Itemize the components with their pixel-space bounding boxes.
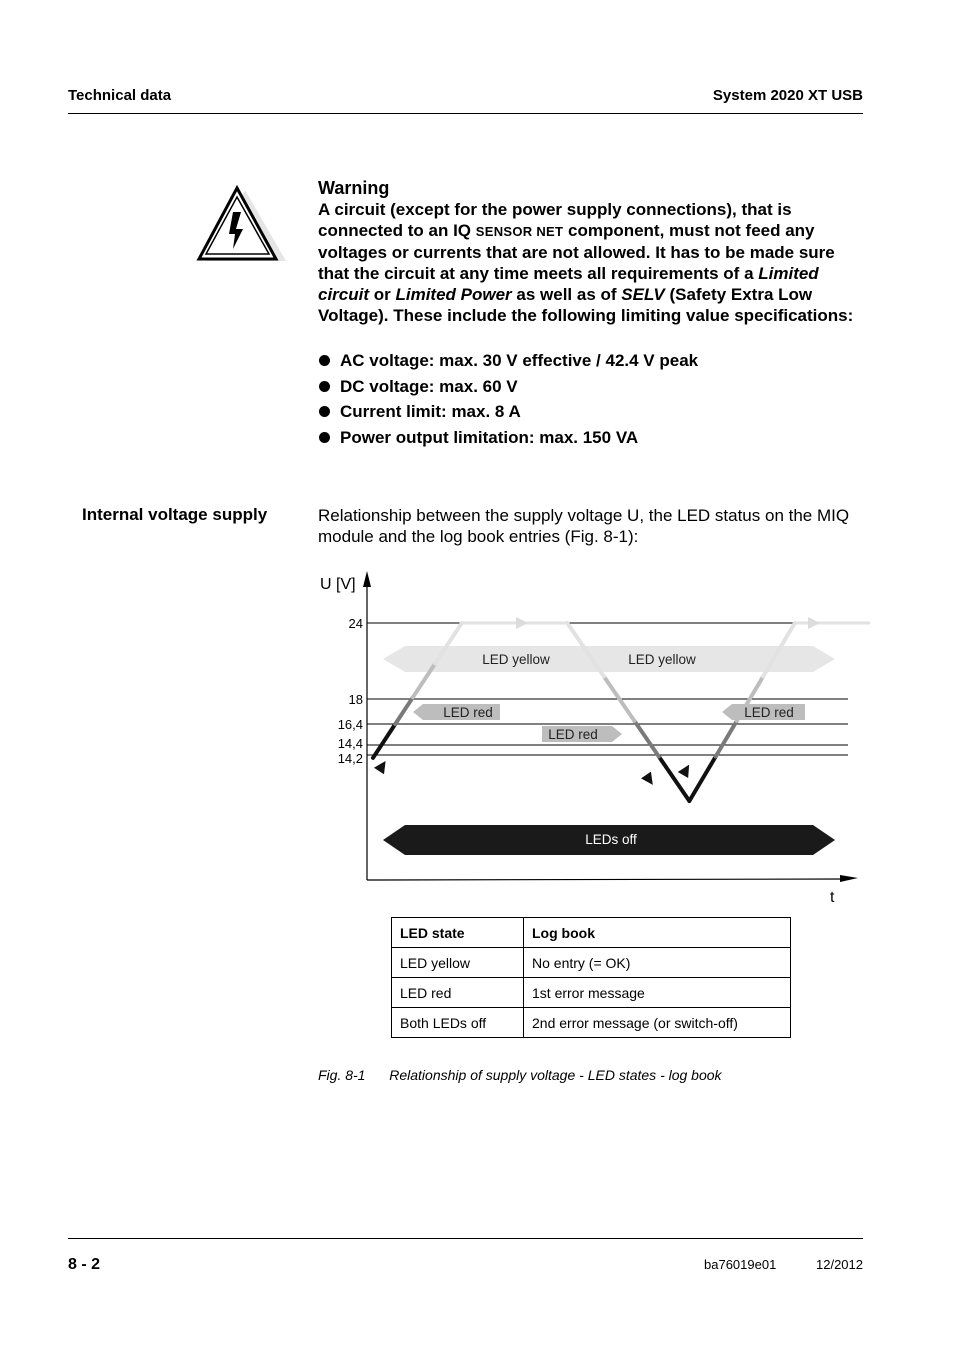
y-tick-label: 14,4 (337, 736, 363, 751)
table-cell: No entry (= OK) (524, 948, 791, 978)
y-tick-label: 18 (348, 692, 363, 707)
y-axis-label: U [V] (320, 576, 356, 593)
led-red-label: LED red (443, 705, 493, 720)
warning-text-2: component, must not feed any voltages or currents that are not allowed. It has to be made sure that the circuit at any time meets all requirements of a (318, 221, 835, 283)
led-red-label: LED red (744, 705, 794, 720)
y-tick-label: 24 (348, 616, 363, 631)
chart-svg (310, 565, 870, 905)
direction-arrowhead (641, 772, 658, 789)
bullet-text: Current limit: max. 8 A (340, 402, 521, 422)
warning-title: Warning (318, 178, 390, 198)
table-header-cell: LED state (392, 918, 524, 948)
table-header-row (392, 918, 791, 948)
led-red-label: LED red (548, 727, 598, 742)
figure-caption-text: Relationship of supply voltage - LED states - log book (389, 1067, 722, 1083)
leds-off-label: LEDs off (585, 832, 637, 847)
direction-arrowhead (374, 758, 391, 775)
y-tick-label: 14,2 (337, 751, 363, 766)
term-limited-circuit: Limited circuit (318, 264, 819, 304)
bullet-text: Power output limitation: max. 150 VA (340, 428, 639, 448)
list-item (318, 401, 698, 427)
list-item (318, 427, 698, 453)
document-id: ba76019e01 (704, 1257, 777, 1272)
warning-bullet-list (318, 350, 698, 453)
bullet-dot-icon (319, 381, 330, 392)
voltage-rise-line (395, 697, 413, 724)
table-row (392, 1008, 791, 1038)
figure-number: Fig. 8-1 (318, 1067, 366, 1083)
warning-text-5: (Safety Extra Low Voltage). These include the following limiting value specifications: (318, 285, 854, 325)
voltage-drop-line (634, 721, 658, 757)
x-axis-label: t (830, 889, 835, 905)
term-limited-power: Limited Power (395, 285, 512, 304)
section-paragraph: Relationship between the supply voltage U, the LED status on the MIQ module and the log book entries (Fig. 8-1): (318, 506, 850, 546)
voltage-led-chart (310, 565, 870, 905)
warning-body (318, 199, 863, 326)
x-axis-arrow-icon (840, 875, 858, 882)
direction-arrowhead (808, 617, 820, 629)
led-log-table (391, 917, 791, 1038)
led-yellow-label: LED yellow (482, 652, 550, 667)
voltage-recover-line (716, 721, 737, 757)
high-voltage-warning-icon (196, 185, 286, 265)
section-label: Internal voltage supply (82, 505, 268, 524)
table-cell: LED yellow (392, 948, 524, 978)
y-axis-arrow-icon (363, 571, 371, 587)
header-section-title: Technical data (68, 87, 172, 104)
figure-caption (318, 1067, 722, 1083)
direction-arrowhead (516, 617, 528, 629)
document-date: 12/2012 (816, 1257, 863, 1272)
table-row (392, 948, 791, 978)
bullet-text: AC voltage: max. 30 V effective / 42.4 V peak (340, 351, 699, 370)
list-item (318, 376, 698, 402)
table-header-cell: Log book (524, 918, 791, 948)
page-number: 8 - 2 (68, 1256, 101, 1273)
voltage-drop-line (659, 757, 690, 802)
list-item (318, 350, 698, 376)
led-yellow-label: LED yellow (628, 652, 696, 667)
warning-text-1: A circuit (except for the power supply connections), that is connected to an IQ (318, 200, 792, 240)
header-product-name: System 2020 XT USB (712, 87, 863, 104)
table-cell: LED red (392, 978, 524, 1008)
direction-arrowhead (678, 762, 694, 778)
footer-rule (68, 1238, 863, 1239)
table-cell: Both LEDs off (392, 1008, 524, 1038)
table-cell: 1st error message (524, 978, 791, 1008)
bullet-dot-icon (319, 432, 330, 443)
bullet-dot-icon (319, 406, 330, 417)
brand-sensor-net: SENSOR NET (475, 224, 564, 239)
table-cell: 2nd error message (or switch-off) (524, 1008, 791, 1038)
voltage-recover-line (689, 757, 715, 802)
x-axis (367, 879, 844, 880)
bullet-dot-icon (319, 355, 330, 366)
warning-text-4: as well as of (511, 285, 622, 304)
warning-text-3: or (369, 285, 396, 304)
voltage-rise-line (373, 724, 395, 758)
header-rule (68, 113, 863, 114)
term-selv: SELV (621, 285, 665, 304)
bullet-text: DC voltage: max. 60 V (340, 376, 518, 396)
table-row (392, 978, 791, 1008)
y-tick-label: 16,4 (337, 717, 363, 732)
